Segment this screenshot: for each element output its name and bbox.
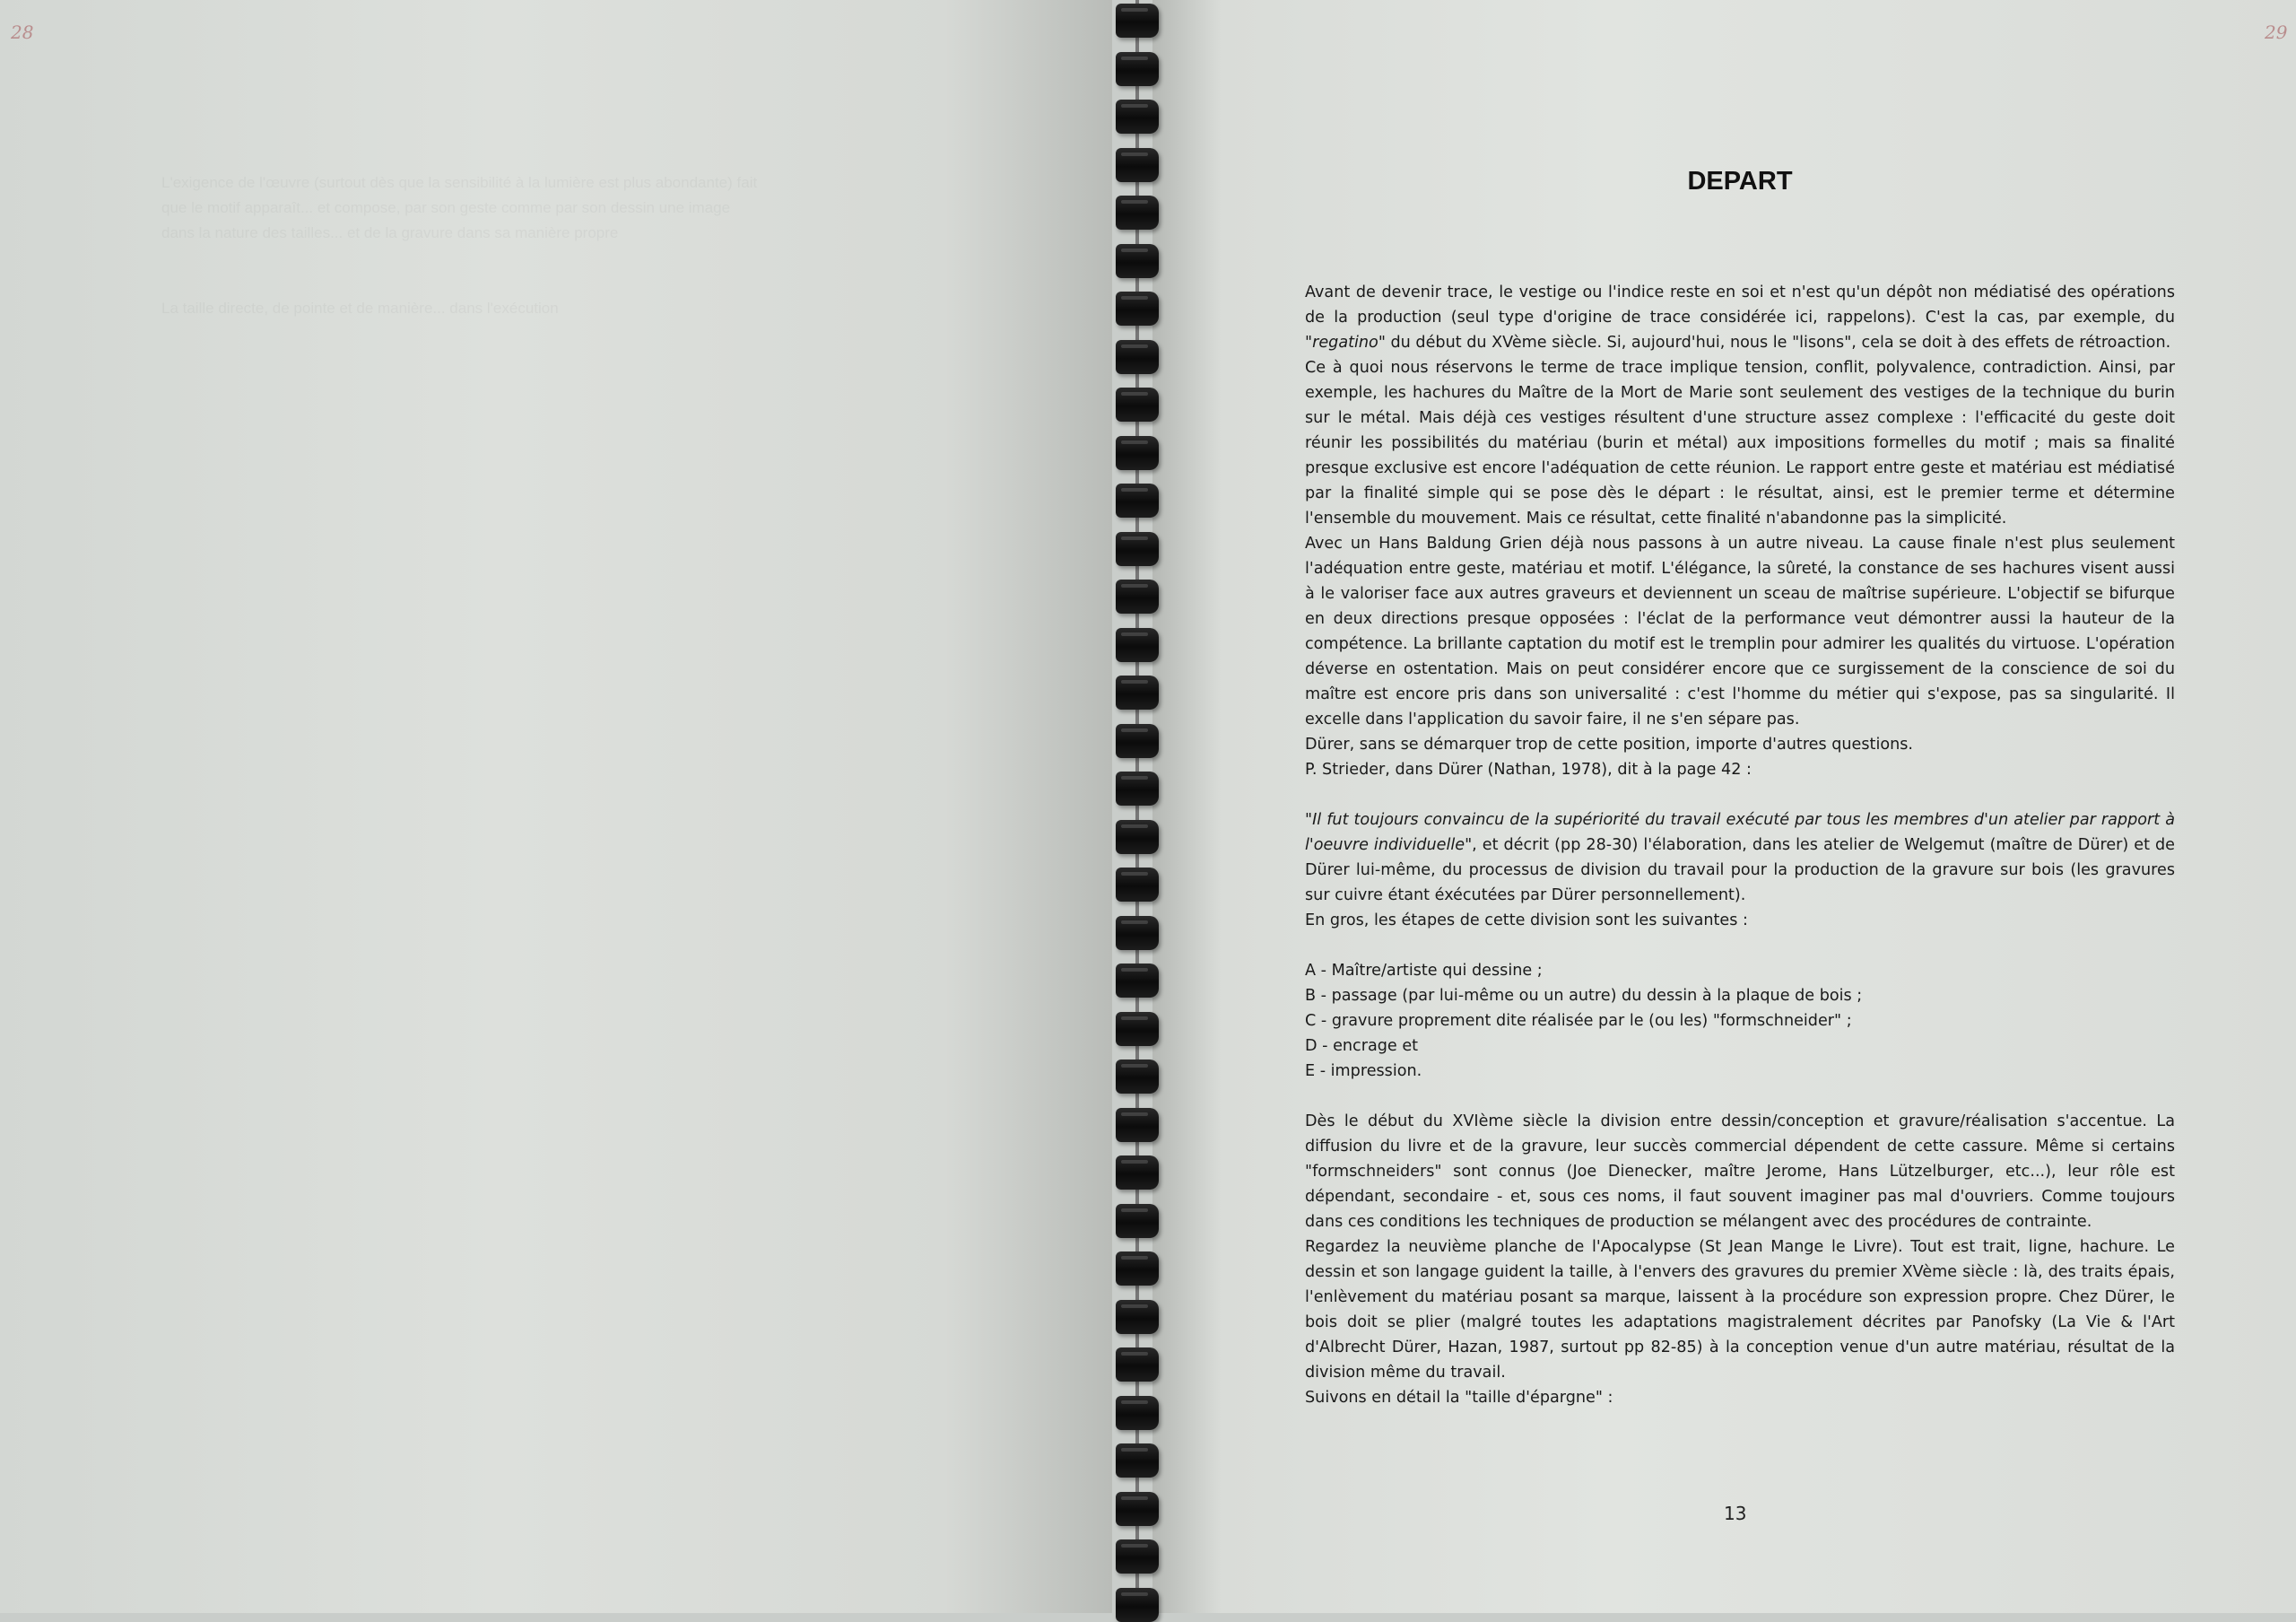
binding-ring [1116, 340, 1159, 374]
binding-ring [1116, 868, 1159, 902]
ghost-line: dans la nature des tailles... et de la gravure dans sa manière propre [161, 224, 619, 241]
binding-ring [1116, 1443, 1159, 1478]
binding-ring [1116, 1204, 1159, 1238]
binding-ring [1116, 724, 1159, 758]
quote-paragraph [1305, 807, 2175, 908]
binding-ring [1116, 484, 1159, 518]
binding-ring [1116, 244, 1159, 278]
ghost-line [161, 246, 1040, 271]
binding-ring [1116, 388, 1159, 422]
binding-ring [1116, 1108, 1159, 1142]
left-page [0, 0, 1112, 1613]
paragraph-3: Avec un Hans Baldung Grien déjà nous passons à un autre niveau. La cause finale n'est plus seulement l'adéquation entre geste, matériau et motif. L'élégance, la sûreté, la constance de ses hachures visent aussi à le valoriser face aux autres graveurs et deviennent un sceau de maîtrise supérieure. L'objectif se bifurque en deux directions presque opposées : l'éclat de la performance veut démontrer aussi la hauteur de la compétence. La brillante captation du motif est le tremplin pour admirer les qualités du virtuose. L'opération déverse en ostentation. Mais on peut considérer encore que ce surgissement de la conscience de soi du maître est encore pris dans son universalité : c'est l'homme du métier qui s'expose, pas sa singularité. Il excelle dans l'application du savoir faire, il ne s'en sépare pas. [1305, 535, 2175, 728]
spiral-binding [1110, 0, 1164, 1613]
page-number: 13 [1724, 1503, 1747, 1524]
binding-ring [1116, 1155, 1159, 1190]
binding-ring [1116, 1300, 1159, 1334]
left-corner-annotation: 28 [11, 22, 34, 43]
closing-paragraph-2: Regardez la neuvième planche de l'Apocalypse (St Jean Mange le Livre). Tout est trait, ligne, hachure. Le dessin et son langage guident la taille, à l'envers des gravures du premier XVème siècle : là, des traits épais, l'enlèvement du matériau posant sa marque, laissent à la procédure son expression propre. Chez Dürer, le bois doit se plier (malgré toutes les adaptations magistralement décrites par Panofsky (La Vie & l'Art d'Albrecht Dürer, Hazan, 1987, surtout pp 82-85) à la conception venue d'un autre matériau, résultat de la division même du travail. [1305, 1238, 2175, 1382]
binding-ring [1116, 1251, 1159, 1286]
binding-ring [1116, 436, 1159, 470]
binding-ring [1116, 676, 1159, 710]
ghost-line [161, 271, 1040, 296]
quote-rest: , et décrit (pp 28-30) l'élaboration, dans les atelier de Welgemut (maître de Dürer) et de Dürer lui-même, du processus de division du travail pour la production de la gravure sur bois (les gravures sur cuivre étant éxécutées par Dürer personnellement). [1305, 836, 2175, 904]
closing-paragraph-1: Dès le début du XVIème siècle la division entre dessin/conception et gravure/réalisation s'accentue. La diffusion du livre et de la gravure, leur succès commercial dépendent de cette cassure. Même si certains "formschneiders" sont connus (Joe Dienecker, maître Jerome, Hans Lützelburger, etc...), leur rôle est dépendant, secondaire - et, sous ces noms, il faut souvent imaginer pas mal d'ouvriers. Comme toujours dans ces conditions les techniques de production se mélangent avec des procédures de contrainte. [1305, 1112, 2175, 1231]
binding-ring [1116, 148, 1159, 182]
binding-ring [1116, 964, 1159, 998]
paragraph-5: P. Strieder, dans Dürer (Nathan, 1978), dit à la page 42 : [1305, 761, 1752, 779]
binding-ring [1116, 628, 1159, 662]
right-corner-annotation: 29 [2265, 22, 2288, 43]
list-item: E - impression. [1305, 1062, 1422, 1080]
binding-ring [1116, 1396, 1159, 1430]
binding-ring [1116, 1012, 1159, 1046]
binding-ring [1116, 196, 1159, 230]
binding-ring [1116, 532, 1159, 566]
binding-ring [1116, 1347, 1159, 1382]
binding-ring [1116, 292, 1159, 326]
ghost-line: L'exigence de l'œuvre (surtout dès que la sensibilité à la lumière est plus abondante) fait [161, 174, 758, 191]
ghost-line: que le motif apparaît... et compose, par son geste comme par son dessin une image [161, 199, 731, 216]
list-intro: En gros, les étapes de cette division sont les suivantes : [1305, 911, 1748, 929]
list-item: B - passage (par lui-même ou un autre) du dessin à la plaque de bois ; [1305, 987, 1863, 1005]
left-page-bleedthrough [161, 170, 1040, 321]
list-item: D - encrage et [1305, 1037, 1419, 1055]
binding-ring [1116, 1539, 1159, 1574]
ghost-line: La taille directe, de pointe et de manière... dans l'exécution [161, 300, 559, 317]
page-title: DEPART [1687, 167, 1793, 196]
binding-ring [1116, 4, 1159, 38]
body-text [1305, 280, 2175, 1410]
binding-ring [1116, 916, 1159, 950]
binding-ring [1116, 772, 1159, 806]
paragraph-2: Ce à quoi nous réservons le terme de trace implique tension, conflit, polyvalence, contradiction. Ainsi, par exemple, les hachures du Maître de la Mort de Marie sont seulement des vestiges de la technique du burin sur le métal. Mais déjà ces vestiges résultent d'une structure assez complexe : l'efficacité du geste doit réunir les possibilités du matériau (burin et métal) aux impositions formelles du motif ; mais sa finalité presque exclusive est encore l'adéquation de cette réunion. Le rapport entre geste et matériau est médiatisé par la finalité simple qui se pose dès le départ : le résultat, ainsi, est le premier terme et détermine l'ensemble du mouvement. Mais ce résultat, cette finalité n'abandonne pas la simplicité. [1305, 359, 2175, 528]
binding-ring [1116, 580, 1159, 614]
binding-ring [1116, 1492, 1159, 1526]
binding-ring [1116, 820, 1159, 854]
quote-italic: "Il fut toujours convaincu de la supériorité du travail exécuté par tous les membres d'un atelier par rapport à l'oeuvre individuelle" [1305, 811, 2175, 854]
list-item: C - gravure proprement dite réalisée par le (ou les) "formschneider" ; [1305, 1012, 1852, 1030]
binding-ring [1116, 52, 1159, 86]
italic-term: regatino [1312, 334, 1378, 352]
list-item: A - Maître/artiste qui dessine ; [1305, 962, 1543, 980]
paragraph-1: Avant de devenir trace, le vestige ou l'indice reste en soi et n'est qu'un dépôt non médiatisé des opérations de la production (seul type d'origine de trace considérée ici, rappelons). C'est la cas, par exemple, du "regatino" du début du XVème siècle. Si, aujourd'hui, nous le "lisons", cela se doit à des effets de rétroaction. [1305, 283, 2175, 352]
binding-ring [1116, 1588, 1159, 1622]
closing-paragraph-3: Suivons en détail la "taille d'épargne" : [1305, 1389, 1613, 1407]
paragraph-4: Dürer, sans se démarquer trop de cette position, importe d'autres questions. [1305, 736, 1914, 754]
binding-ring [1116, 1060, 1159, 1094]
binding-ring [1116, 100, 1159, 134]
